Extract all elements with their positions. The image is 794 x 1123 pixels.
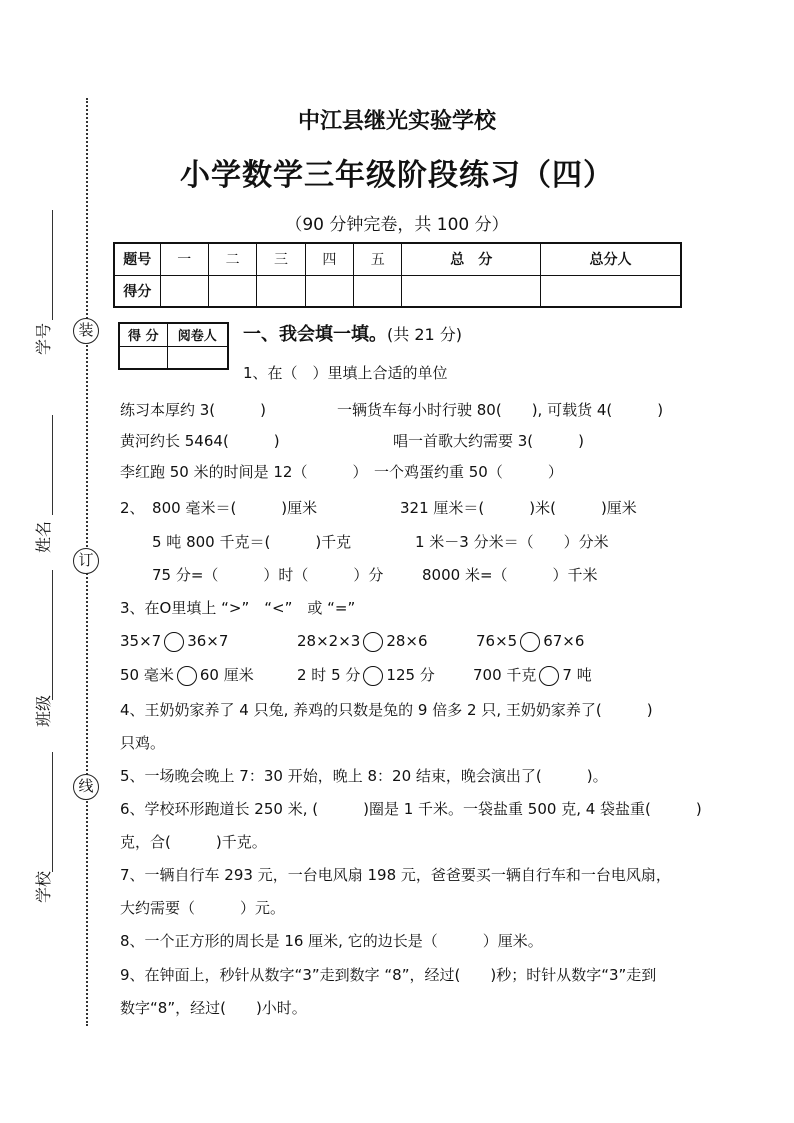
question-4-line1: 4、王奶奶家养了 4 只兔, 养鸡的只数是兔的 9 倍多 2 只, 王奶奶家养了( ) xyxy=(120,701,653,719)
score-cell: 总 分 xyxy=(402,243,541,275)
class-label: 班级 xyxy=(34,694,53,727)
compare-left: 2 时 5 分 xyxy=(297,666,361,684)
score-cell: 五 xyxy=(354,243,402,275)
compare-item xyxy=(473,664,592,686)
question-8: 8、一个正方形的周长是 16 厘米, 它的边长是（ ）厘米。 xyxy=(120,932,543,950)
score-input-cell[interactable] xyxy=(257,275,305,307)
question-2b: 321 厘米＝( )米( )厘米 xyxy=(400,499,637,517)
score-cell: 一 xyxy=(160,243,208,275)
question-1e: 李红跑 50 米的时间是 12（ ） xyxy=(120,463,368,481)
grader-score-cell[interactable] xyxy=(119,346,167,369)
compare-item xyxy=(297,630,428,652)
compare-item xyxy=(120,630,228,652)
score-cell: 总分人 xyxy=(541,243,681,275)
score-cell: 四 xyxy=(305,243,353,275)
grader-score-label: 得 分 xyxy=(119,323,167,346)
binding-mark-zhuang: 装 xyxy=(73,318,99,344)
compare-left: 76×5 xyxy=(476,632,518,650)
grader-table xyxy=(118,322,229,370)
question-6-line2: 克，合( )千克。 xyxy=(120,833,267,851)
score-input-cell[interactable] xyxy=(541,275,681,307)
binding-mark-ding: 订 xyxy=(73,548,99,574)
compare-item xyxy=(476,630,584,652)
score-input-cell[interactable] xyxy=(402,275,541,307)
question-1f: 一个鸡蛋约重 50（ ） xyxy=(374,463,563,481)
exam-subtitle: （90 分钟完卷，共 100 分） xyxy=(285,215,509,235)
question-2f: 8000 米=（ ）千米 xyxy=(422,566,598,584)
compare-right: 60 厘米 xyxy=(199,666,254,684)
compare-circle[interactable] xyxy=(363,666,383,686)
compare-left: 28×2×3 xyxy=(297,632,361,650)
compare-left: 700 千克 xyxy=(473,666,537,684)
section-1-points: (共 21 分) xyxy=(387,325,463,344)
school-line xyxy=(52,752,53,872)
student-id-label: 学号 xyxy=(34,322,53,355)
compare-right: 7 吨 xyxy=(562,666,592,684)
compare-circle[interactable] xyxy=(363,632,383,652)
compare-item xyxy=(297,664,435,686)
score-row-label: 得分 xyxy=(114,275,160,307)
question-9-line1: 9、在钟面上，秒针从数字“3”走到数字 “8”，经过( )秒；时针从数字“3”走到 xyxy=(120,966,657,984)
score-cell: 二 xyxy=(208,243,256,275)
question-1a: 练习本厚约 3( ) xyxy=(120,401,267,419)
compare-right: 125 分 xyxy=(386,666,435,684)
question-2d: 1 米－3 分米＝（ ）分米 xyxy=(415,533,609,551)
question-9-line2: 数字“8”，经过( )小时。 xyxy=(120,999,307,1017)
grader-name-cell[interactable] xyxy=(167,346,228,369)
question-1c: 黄河约长 5464( ) xyxy=(120,432,280,450)
class-line xyxy=(52,570,53,700)
score-input-cell[interactable] xyxy=(160,275,208,307)
question-7-line2: 大约需要（ ）元。 xyxy=(120,899,286,917)
score-input-cell[interactable] xyxy=(208,275,256,307)
question-1d: 唱一首歌大约需要 3( ) xyxy=(393,432,585,450)
score-cell: 三 xyxy=(257,243,305,275)
binding-mark-xian: 线 xyxy=(73,774,99,800)
score-input-cell[interactable] xyxy=(305,275,353,307)
compare-circle[interactable] xyxy=(520,632,540,652)
school-name: 中江县继光实验学校 xyxy=(297,109,496,134)
score-cell: 题号 xyxy=(114,243,160,275)
score-table xyxy=(113,242,682,308)
question-1-prompt: 1、在（ ）里填上合适的单位 xyxy=(243,364,448,382)
question-2c: 5 吨 800 千克＝( )千克 xyxy=(152,533,352,551)
compare-item xyxy=(120,664,254,686)
question-5: 5、一场晚会晚上 7：30 开始，晚上 8：20 结束，晚会演出了( )。 xyxy=(120,767,608,785)
school-label: 学校 xyxy=(34,870,53,903)
exam-title: 小学数学三年级阶段练习（四） xyxy=(180,158,614,193)
compare-right: 67×6 xyxy=(543,632,585,650)
question-2a: 2、 800 毫米＝( )厘米 xyxy=(120,499,318,517)
compare-right: 36×7 xyxy=(187,632,229,650)
section-1-heading xyxy=(243,320,462,346)
name-label: 姓名 xyxy=(34,520,53,553)
compare-left: 50 毫米 xyxy=(120,666,174,684)
compare-right: 28×6 xyxy=(386,632,428,650)
score-input-cell[interactable] xyxy=(354,275,402,307)
compare-circle[interactable] xyxy=(539,666,559,686)
question-2e: 75 分=（ ）时（ ）分 xyxy=(152,566,384,584)
question-3-prompt: 3、在O里填上 “>” “<” 或 “=” xyxy=(120,599,356,617)
compare-left: 35×7 xyxy=(120,632,162,650)
question-6-line1: 6、学校环形跑道长 250 米, ( )圈是 1 千米。一袋盐重 500 克, 4 袋盐重( ) xyxy=(120,800,702,818)
question-1b: 一辆货车每小时行驶 80( ), 可载货 4( ) xyxy=(337,401,664,419)
name-line xyxy=(52,415,53,515)
score-table-score-row xyxy=(114,275,681,307)
grader-name-label: 阅卷人 xyxy=(167,323,228,346)
compare-circle[interactable] xyxy=(164,632,184,652)
compare-circle[interactable] xyxy=(177,666,197,686)
question-7-line1: 7、一辆自行车 293 元，一台电风扇 198 元，爸爸要买一辆自行车和一台电风扇， xyxy=(120,866,671,884)
question-4-line2: 只鸡。 xyxy=(120,734,166,752)
section-1-title: 一、我会填一填。 xyxy=(243,324,387,345)
score-table-header-row xyxy=(114,243,681,275)
